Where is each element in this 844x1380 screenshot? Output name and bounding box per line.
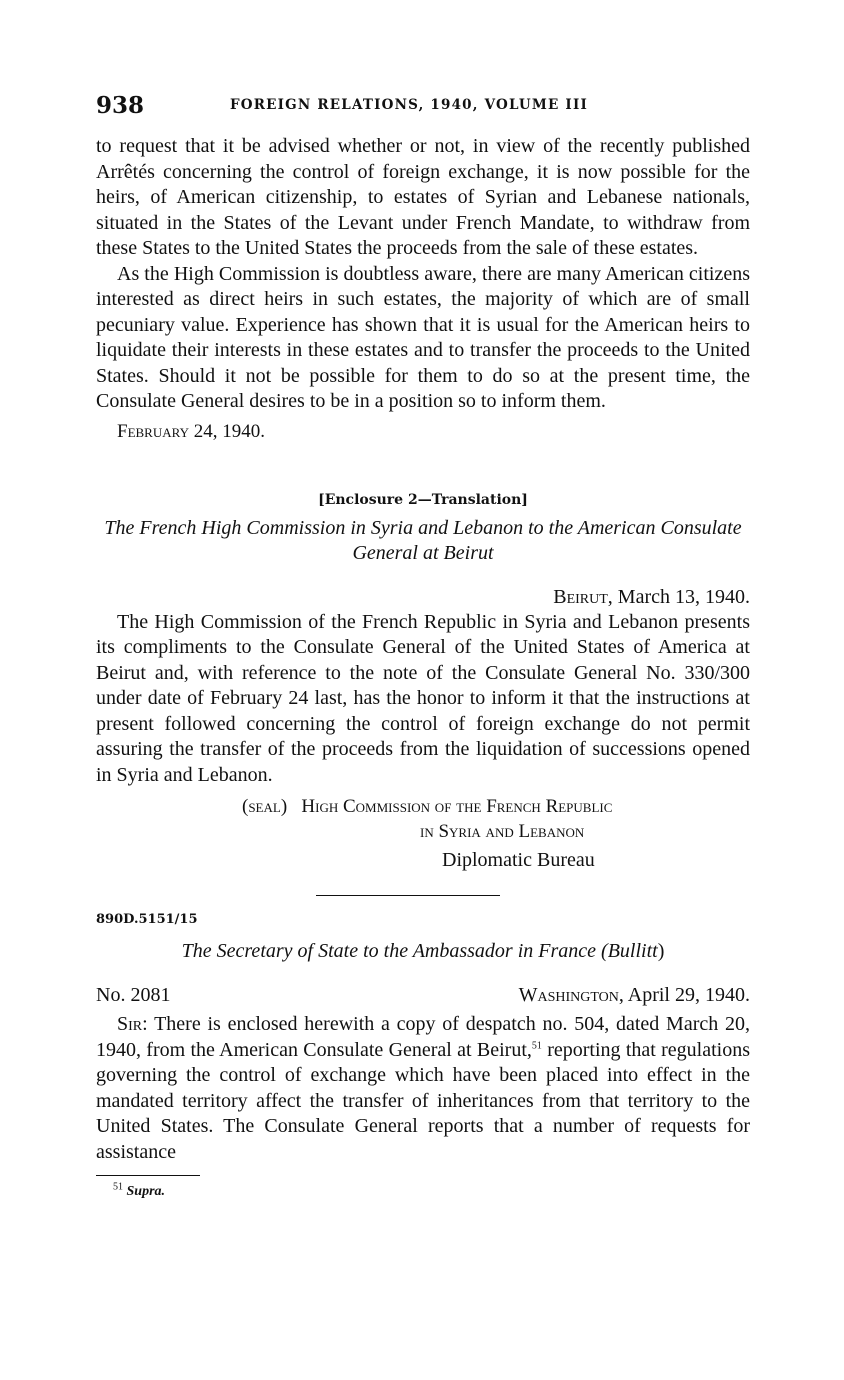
dateline-place: Beirut <box>553 585 608 608</box>
page-header <box>96 92 750 122</box>
title-part: ) <box>657 940 665 962</box>
footnote-number: 51 <box>113 1181 123 1193</box>
footnote <box>113 1181 750 1200</box>
date-rest: 24, 1940. <box>188 420 265 442</box>
paragraph: to request that it be advised whether or not, in view of the recently published Arrêtés concerning the control of foreign exchange, it is now possible for the heirs, of American citizenship, to estates of Syrian and Lebanese nationals, situated in the States of the Levant under French Mandate, to withdraw from these States to the United States the proceeds from the sale of these estates. <box>96 135 750 259</box>
enclosure-title: The French High Commission in Syria and Lebanon to the American Consulate General at Beirut <box>104 516 742 564</box>
dateline <box>519 982 750 1008</box>
despatch-number: No. 2081 <box>96 984 171 1006</box>
section-divider <box>316 895 500 896</box>
signature-line: in Syria and Lebanon <box>420 821 585 842</box>
page-number: 938 <box>96 92 145 119</box>
document-body <box>96 1012 750 1165</box>
body-text: reporting that regulations governing the control of exchange which have been placed into effect in the mandated territory affect the transfer of inheritances from that territory to the United States. The Consulate General reports that a number of requests for assistance <box>96 1038 750 1163</box>
footnote-text: Supra. <box>126 1184 166 1199</box>
seal-mark: (seal) <box>242 796 288 817</box>
paragraph: As the High Commission is doubtless aware, there are many American citizens interested as direct heirs in such estates, the majority of which are of small pecuniary value. Experience has shown that it is usual for the American heirs to liquidate their interests in these estates and to transfer the proceeds to the United States. Should it not be possible for them to do so at the present time, the Consulate General desires to be in a position so to inform them. <box>96 262 750 412</box>
title-name: Bullitt <box>607 940 658 962</box>
enclosure-dateline <box>96 584 750 610</box>
file-number: 890D.5151/15 <box>96 912 198 927</box>
dateline-place: Washington <box>518 984 619 1006</box>
date-month: February <box>117 420 189 442</box>
footnote-ref[interactable]: 51 <box>531 1039 542 1051</box>
enclosure-body: The High Commission of the French Republic in Syria and Lebanon presents its compliments to the Consulate General of the United States of America at Beirut and, with reference to the note of the Consulate General No. 330/300 under date of February 24 last, has the honor to inform it that the instructions at present followed concerning the control of foreign exchange do not permit assuring the transfer of the proceeds from the liquidation of successions opened in Syria and Lebanon. <box>96 610 750 786</box>
document-title <box>96 939 750 964</box>
signature-line: High Commission of the French Republic <box>301 796 613 817</box>
salutation: Sir <box>117 1013 143 1035</box>
running-title: FOREIGN RELATIONS, 1940, VOLUME III <box>230 97 588 113</box>
document-page <box>96 92 750 1200</box>
letter-date <box>117 419 750 444</box>
dateline-date: , March 13, 1940. <box>607 585 750 608</box>
title-part: The Secretary of State to the Ambassador in France ( <box>181 940 608 962</box>
signature-office: Diplomatic Bureau <box>442 849 595 871</box>
signature-block <box>96 794 750 873</box>
enclosure-label: [Enclosure 2—Translation] <box>318 491 528 508</box>
document-dateline <box>96 982 750 1008</box>
footnote-divider <box>96 1175 200 1176</box>
body-text: : There is enclosed herewith a copy of despatch no. 504, dated March 20, 1940, from the American Consulate General at Beirut, <box>96 1013 750 1061</box>
dateline-date: , April 29, 1940. <box>618 984 750 1006</box>
